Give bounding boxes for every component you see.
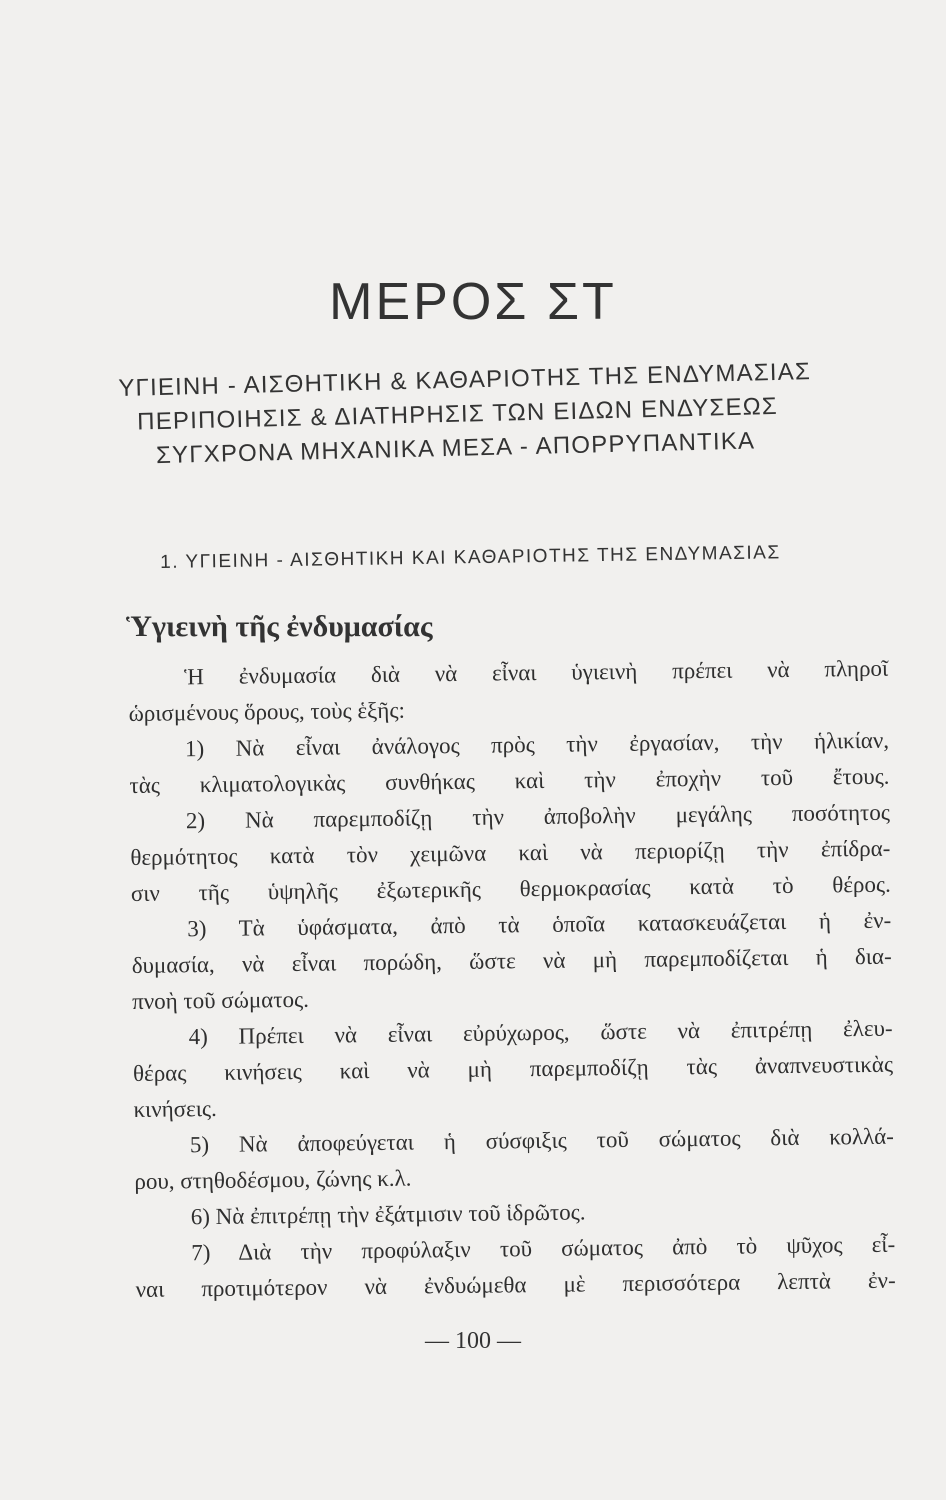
text-line: θερμότητος κατὰ τὸν χειμῶνα καὶ νὰ περιορίζῃ τὴν ἐπίδρα-	[130, 835, 891, 870]
text-line: 4) Πρέπει νὰ εἶναι εὐρύχωρος, ὥστε νὰ ἐπιτρέπῃ ἐλευ-	[188, 1015, 893, 1050]
chapter-headings	[118, 353, 900, 474]
text-line: τὰς κλιματολογικὰς συνθήκας καὶ τὴν ἐποχὴν τοῦ ἔτους.	[129, 763, 890, 798]
text-line: 7) Διὰ τὴν προφύλαξιν τοῦ σώματος ἀπὸ τὸ ψῦχος εἶ-	[191, 1231, 896, 1266]
section-heading: 1. ΥΓΙΕΙΝΗ - ΑΙΣΘΗΤΙΚΗ ΚΑΙ ΚΑΘΑΡΙΟΤΗΣ ΤΗΣ ΕΝΔΥΜΑΣΙΑΣ	[160, 542, 781, 573]
text-line: 6) Νὰ ἐπιτρέπῃ τὴν ἐξάτμισιν τοῦ ἱδρῶτος.	[190, 1199, 586, 1230]
text-line: θέρας κινήσεις καὶ νὰ μὴ παρεμποδίζῃ τὰς ἀναπνευστικὰς	[132, 1051, 894, 1086]
text-line: κινήσεις.	[133, 1095, 217, 1122]
text-line: 5) Νὰ ἀποφεύγεται ἡ σύσφιξις τοῦ σώματος διὰ κολλά-	[189, 1123, 895, 1158]
chapter-heading-line: ΠΕΡΙΠΟΙΗΣΙΣ & ΔΙΑΤΗΡΗΣΙΣ ΤΩΝ ΕΙΔΩΝ ΕΝΔΥΣΕΩΣ	[136, 392, 779, 436]
page-number: — 100 —	[425, 1328, 521, 1354]
text-line: ναι προτιμότερον νὰ ἐνδυώμεθα μὲ περισσότερα λεπτὰ ἐν-	[135, 1267, 896, 1302]
text-line: 3) Τὰ ὑφάσματα, ἀπὸ τὰ ὁποῖα κατασκευάζεται ἡ ἐν-	[187, 907, 892, 942]
text-line: ὡρισμένους ὅρους, τοὺς ἑξῆς:	[128, 697, 406, 726]
text-line: δυμασία, νὰ εἶναι πορώδη, ὥστε νὰ μὴ παρεμποδίζεται ἡ δια-	[131, 943, 892, 978]
text-line: 2) Νὰ παρεμποδίζῃ τὴν ἀποβολὴν μεγάλης ποσότητος	[185, 799, 891, 834]
body-text	[128, 651, 896, 1308]
text-line: Ἡ ἐνδυμασία διὰ νὰ εἶναι ὑγιεινὴ πρέπει νὰ πληροῖ	[184, 655, 889, 690]
text-line: 1) Νὰ εἶναι ἀνάλογος πρὸς τὴν ἐργασίαν, τὴν ἡλικίαν,	[184, 727, 890, 762]
text-line: ρου, στηθοδέσμου, ζώνης κ.λ.	[134, 1165, 412, 1194]
text-line: σιν τῆς ὑψηλῆς ἐξωτερικῆς θερμοκρασίας κατὰ τὸ θέρος.	[130, 871, 891, 906]
chapter-heading-line: ΣΥΓΧΡΟΝΑ ΜΗΧΑΝΙΚΑ ΜΕΣΑ - ΑΠΟΡΡΥΠΑΝΤΙΚΑ	[155, 427, 756, 470]
chapter-heading-line: ΥΓΙΕΙΝΗ - ΑΙΣΘΗΤΙΚΗ & ΚΑΘΑΡΙΟΤΗΣ ΤΗΣ ΕΝΔΥΜΑΣΙΑΣ	[118, 358, 812, 402]
subheading: Ὑγιεινὴ τῆς ἐνδυμασίας	[126, 610, 433, 643]
part-title: ΜΕΡΟΣ ΣΤ	[329, 273, 617, 331]
text-line: πνοὴ τοῦ σώματος.	[132, 986, 310, 1014]
